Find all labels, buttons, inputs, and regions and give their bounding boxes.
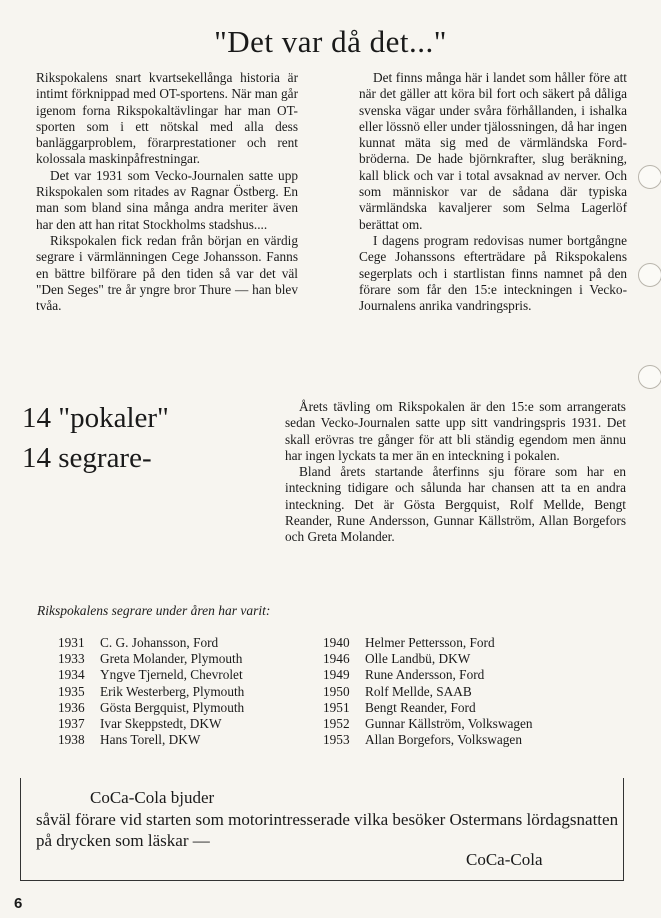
winner-name: Rolf Mellde, SAAB [365,683,472,699]
right-paragraph-1: Det finns många här i landet som håller före att när det gäller att köra bil fort och säkert på dåliga svenska vägar under svåra förhållanden, i ishalka eller lössnö eller under tjälossningen, då har ingen kunnat mäta sig med de värmländska Ford-bröderna. De hade björnkrafter, slug beräkning, kall blick och var i total avsaknad av nerver. Och som människor var de sådana där typiska värmländska kavaljerer som Selma Lagerlöf berättat om. [359,70,627,232]
winner-name: Yngve Tjerneld, Chevrolet [100,667,243,683]
winner-row [58,700,244,716]
winner-name: Rune Andersson, Ford [365,667,485,683]
winner-row [58,651,244,667]
binder-hole-icon [638,263,661,287]
winner-name: Allan Borgefors, Volkswagen [365,732,522,748]
section-headline [22,398,242,478]
winner-row [58,684,244,700]
binder-hole-icon [638,365,661,389]
winner-name: Helmer Pettersson, Ford [365,635,495,650]
winner-row [323,684,533,700]
winner-name: Ivar Skeppstedt, DKW [100,716,222,732]
winner-row [323,651,533,667]
left-paragraph-1: Rikspokalens snart kvartsekellånga historia är intimt förknippad med OT-sportens. När man går igenom forna Rikspokaltävlingar har man OT-sporten som i ett nötskal med alla dess banläggarproblem, förarprestationer och rent kolossala maskinpåfrestningar. [36,70,298,167]
winner-year: 1938 [58,732,85,748]
winner-name: Olle Landbü, DKW [365,651,471,667]
winners-list-right [323,635,533,748]
ad-title: CoCa-Cola bjuder [90,788,215,807]
winner-row [58,635,244,651]
winner-name: Greta Molander, Plymouth [100,651,243,667]
page-title: "Det var då det..." [214,24,447,59]
binder-hole-icon [638,165,661,189]
page-number: 6 [14,895,23,912]
winner-year: 1951 [323,699,350,715]
winner-year: 1933 [58,651,85,667]
winner-year: 1936 [58,699,85,715]
headline-line-2: 14 segrare- [22,442,152,474]
right-paragraph-2: I dagens program redovisas numer bortgångne Cege Johanssons efterträdare på Rikspokalens segerplats och i startlistan finns namnet på den förare som får den 15:e inteckningen i Vecko-Journalens anrika vandringspris. [359,232,627,314]
winner-year: 1953 [323,732,350,748]
winners-heading: Rikspokalens segrare under åren har varit: [37,603,271,618]
winner-year: 1935 [58,683,85,699]
left-paragraph-3: Rikspokalen fick redan från början en värdig segrare i värmlänningen Cege Johansson. Fanns en bättre bilförare på den tiden så var det väl "Den Seges" tre år yngre bror Thure — han blev tvåa. [36,232,298,314]
winner-name: Bengt Reander, Ford [365,699,476,715]
winner-row [323,635,533,651]
winner-year: 1952 [323,716,350,732]
winner-name: C. G. Johansson, Ford [100,635,219,650]
left-column [36,70,298,314]
winner-year: 1934 [58,667,85,683]
lower-text-block [285,399,626,546]
winner-row [323,700,533,716]
winner-year: 1946 [323,651,350,667]
winner-row [323,716,533,732]
left-paragraph-2: Det var 1931 som Vecko-Journalen satte upp Rikspokalen som ritades av Ragnar Östberg. En man som bland sina många andra meriter även har den att han ritat Stockholms stadshus.... [36,167,298,232]
winner-row [58,667,244,683]
winner-name: Hans Torell, DKW [100,732,201,748]
lower-paragraph-1: Årets tävling om Rikspokalen är den 15:e som arrangerats sedan Vecko-Journalen satte upp sitt vandringspris 1931. Det skall erövras tre gånger för att bli ständig egendom men ännu har ingen lyckats ta mer än en inteckning i pokalen. [285,399,626,463]
headline-line-1: 14 "pokaler" [22,402,169,434]
winner-name: Erik Westerberg, Plymouth [100,683,245,699]
ad-signature: CoCa-Cola [466,850,543,869]
winner-row [58,716,244,732]
winner-year: 1950 [323,683,350,699]
winner-row [323,732,533,748]
ad-body: såväl förare vid starten som motorintresserade vilka besöker Ostermans lördagsnatten på drycken som läskar — [36,810,619,850]
winner-year: 1949 [323,667,350,683]
winner-year: 1931 [58,635,85,650]
winner-year: 1940 [323,635,350,650]
right-column [359,70,627,314]
lower-paragraph-2: Bland årets startande återfinns sju förare som har en inteckning tidigare och sålunda har chansen att ta en andra inteckning. Det är Gösta Bergquist, Rolf Mellde, Bengt Reander, Rune Andersson, Gunnar Källström, Allan Borgefors och Greta Molander. [285,464,626,545]
winners-list-left [58,635,244,748]
winner-row [58,732,244,748]
winner-row [323,667,533,683]
winner-name: Gösta Bergquist, Plymouth [100,699,245,715]
winner-name: Gunnar Källström, Volkswagen [365,716,533,732]
winner-year: 1937 [58,716,85,732]
